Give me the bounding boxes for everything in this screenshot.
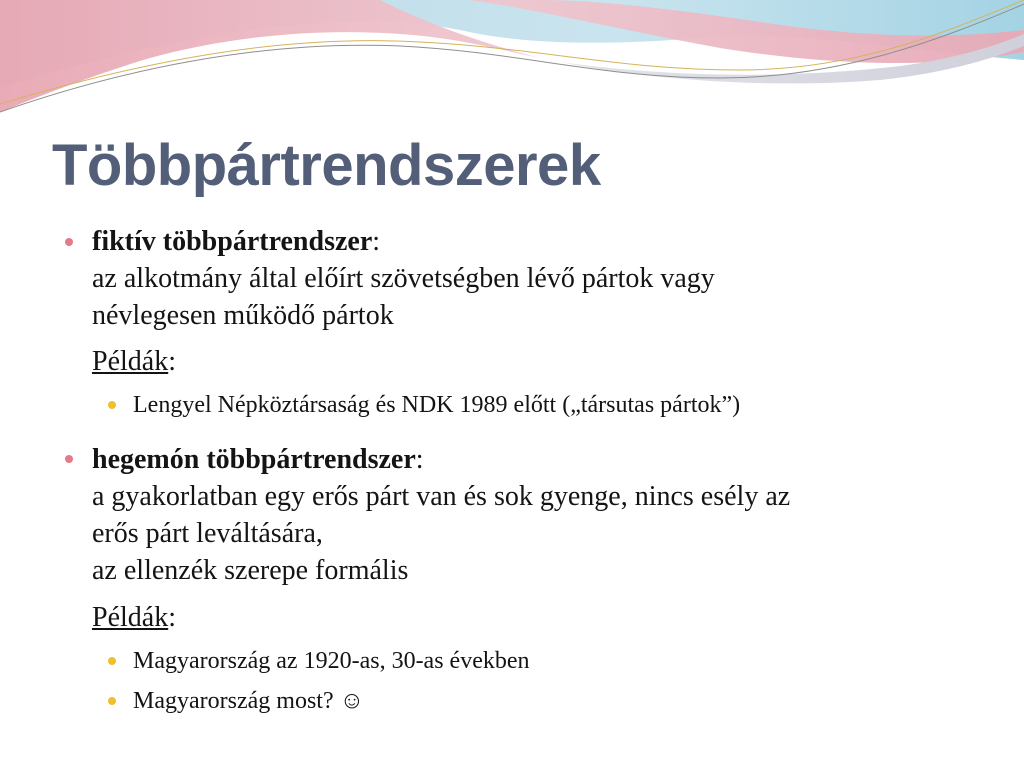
example-item: Magyarország most? ☺ [133, 688, 365, 714]
item-description-line: az ellenzék szerepe formális [92, 555, 409, 586]
examples-label: Példák [92, 602, 169, 633]
term-colon: : [415, 444, 424, 475]
item-description-line: névlegesen működő pártok [92, 300, 394, 331]
item-description-line: az alkotmány által előírt szövetségben lévő pártok vagy [92, 263, 715, 294]
example-item: Lengyel Népköztársaság és NDK 1989 előtt („társutas pártok”) [133, 392, 741, 418]
slide-title: Többpártrendszerek [52, 133, 601, 198]
bullet-icon [65, 238, 73, 246]
examples-heading [92, 599, 176, 636]
examples-colon: : [168, 602, 176, 633]
term-label: hegemón többpártrendszer [92, 444, 416, 475]
sub-bullet-icon [108, 657, 116, 665]
term-colon: : [372, 226, 381, 257]
examples-label: Példák [92, 346, 169, 377]
bullet-icon [65, 455, 73, 463]
sub-bullet-icon [108, 401, 116, 409]
item-description-line: a gyakorlatban egy erős párt van és sok gyenge, nincs esély az [92, 481, 791, 512]
term-label: fiktív többpártrendszer [92, 226, 373, 257]
item-heading [92, 441, 424, 478]
example-item: Magyarország az 1920-as, 30-as években [133, 648, 530, 674]
item-heading [92, 223, 380, 260]
examples-colon: : [168, 346, 176, 377]
examples-heading [92, 343, 176, 380]
item-description-line: erős párt leváltására, [92, 518, 323, 549]
sub-bullet-icon [108, 697, 116, 705]
